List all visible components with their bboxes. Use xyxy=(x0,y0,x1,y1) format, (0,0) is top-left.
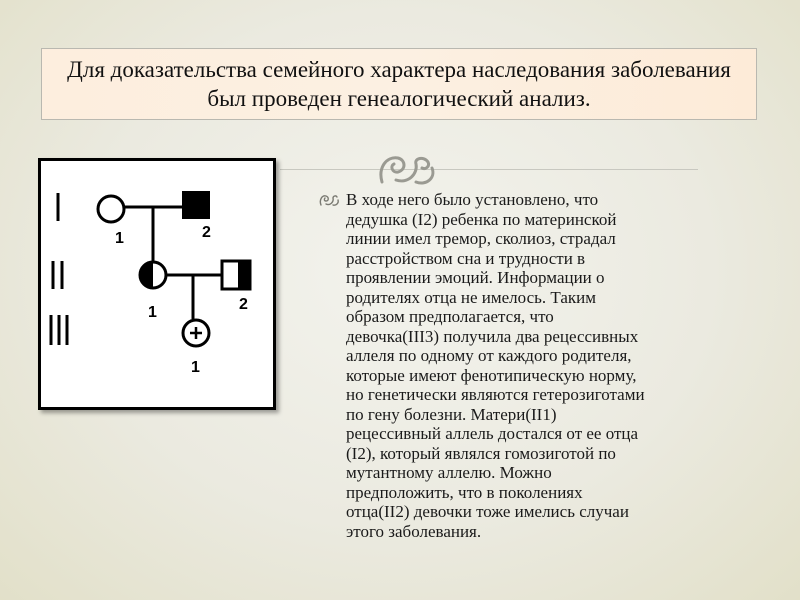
pedigree-label-g1-male: 2 xyxy=(202,224,211,241)
pedigree-label-g2-male: 2 xyxy=(239,296,248,313)
title-box xyxy=(41,48,757,120)
pedigree-g3-carrier-dot xyxy=(190,327,202,339)
body-paragraph-block xyxy=(318,190,738,541)
title-divider xyxy=(280,169,698,170)
pedigree-label-g3-female: 1 xyxy=(191,359,200,376)
pedigree-g1-female xyxy=(98,196,124,222)
pedigree-g1-male-affected xyxy=(182,191,210,219)
pedigree-label-g2-female: 1 xyxy=(148,304,157,321)
slide-title: Для доказательства семейного характера наследования заболевания был проведен генеалогический анализ. xyxy=(67,57,731,111)
pedigree-chart xyxy=(38,158,276,410)
body-text: В ходе него было установлено, что дедушка (I2) ребенка по материнской линии имел тремор, сколиоз, страдал расстройством сна и трудности в проявлении эмоций. Информации о родителях отца не имелось. Таким образом предполагается, что девочка(III3) получила два рецессивных аллеля по одному от каждого родителя, которые имеют фенотипическую норму, но генетически являются гетерозиготами по гену болезни. Матери(II1) рецессивный аллель достался от ее отца (I2), который являлся гомозиготой по мутантному аллелю. Можно предположить, что в поколениях отца(II2) девочки тоже имелись случаи этого заболевания. xyxy=(346,190,645,541)
pedigree-label-g1-female: 1 xyxy=(115,230,124,247)
scroll-ornament-icon xyxy=(372,150,448,190)
scroll-bullet-icon xyxy=(318,193,340,207)
